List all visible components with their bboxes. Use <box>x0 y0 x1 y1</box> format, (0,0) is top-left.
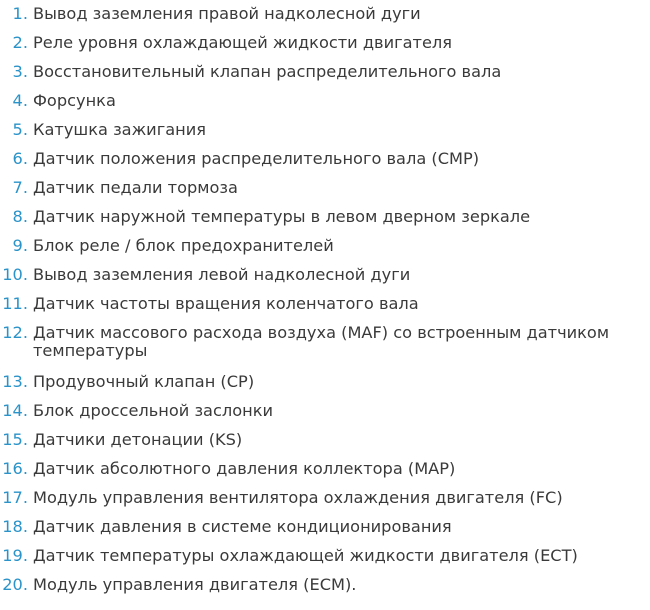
item-text: Катушка зажигания <box>33 120 206 139</box>
item-number: 15. <box>2 430 28 449</box>
item-number: 8. <box>12 207 28 226</box>
item-text: Восстановительный клапан распределительного вала <box>33 62 502 81</box>
item-number: 16. <box>2 459 28 478</box>
item-number: 13. <box>2 372 28 391</box>
item-number: 5. <box>12 120 28 139</box>
item-number: 7. <box>12 178 28 197</box>
item-text: Форсунка <box>33 91 116 110</box>
item-text: Модуль управления двигателя (ECM). <box>33 575 357 594</box>
item-text: Датчик давления в системе кондиционирования <box>33 517 452 536</box>
item-text: Вывод заземления левой надколесной дуги <box>33 265 411 284</box>
item-number: 12. <box>2 323 28 342</box>
item-number: 2. <box>12 33 28 52</box>
item-text: Датчик положения распределительного вала (CMP) <box>33 149 480 168</box>
item-number: 14. <box>2 401 28 420</box>
item-text: Модуль управления вентилятора охлаждения двигателя (FC) <box>33 488 563 507</box>
item-number: 3. <box>12 62 28 81</box>
item-number: 19. <box>2 546 28 565</box>
item-number: 6. <box>12 149 28 168</box>
item-number: 1. <box>12 4 28 23</box>
item-text: Вывод заземления правой надколесной дуги <box>33 4 421 23</box>
item-number: 9. <box>12 236 28 255</box>
item-text: Продувочный клапан (CP) <box>33 372 255 391</box>
item-text: Блок дроссельной заслонки <box>33 401 274 420</box>
item-text: Датчик массового расхода воздуха (MAF) со встроенным датчиком температуры <box>33 323 610 360</box>
item-number: 11. <box>2 294 28 313</box>
item-number: 20. <box>2 575 28 594</box>
item-number: 17. <box>2 488 28 507</box>
item-text: Датчик температуры охлаждающей жидкости двигателя (ECT) <box>33 546 578 565</box>
item-number: 4. <box>12 91 28 110</box>
item-text: Датчик педали тормоза <box>33 178 238 197</box>
item-number: 10. <box>2 265 28 284</box>
item-text: Датчик абсолютного давления коллектора (MAP) <box>33 459 456 478</box>
item-text: Датчик наружной температуры в левом дверном зеркале <box>33 207 531 226</box>
item-text: Датчики детонации (KS) <box>33 430 243 449</box>
item-text: Реле уровня охлаждающей жидкости двигателя <box>33 33 453 52</box>
item-text: Датчик частоты вращения коленчатого вала <box>33 294 419 313</box>
item-number: 18. <box>2 517 28 536</box>
item-text: Блок реле / блок предохранителей <box>33 236 334 255</box>
